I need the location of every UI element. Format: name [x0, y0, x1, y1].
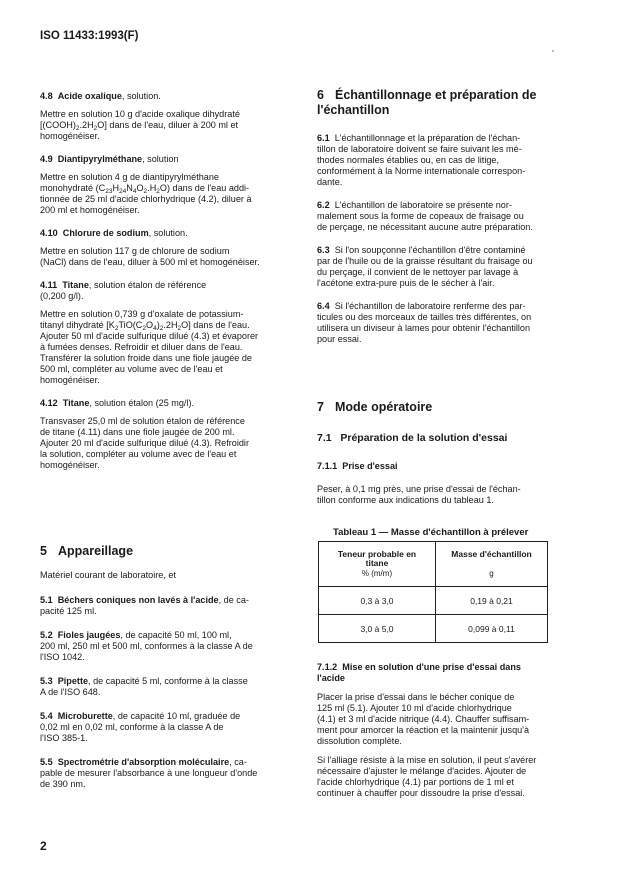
table-caption: Tableau 1 — Masse d'échantillon à prélever: [333, 527, 529, 538]
right-column: [317, 133, 569, 345]
table-cell: 0,099 à 0,11: [436, 615, 548, 643]
table-cell: 0,19 à 0,21: [436, 587, 548, 615]
section-7-1-2: [317, 662, 569, 799]
section-4-9-heading: 4.9 Diantipyrylméthane, solution: [40, 154, 179, 164]
section-7-1-heading: 7.1 Préparation de la solution d'essai: [317, 432, 508, 444]
section-4-8-body: Mettre en solution 10 g d'acide oxalique dihydraté $[(COOH)_2.2H_2O]$ dans de l'eau, diluer à 200 ml et homogénéiser.: [40, 109, 240, 141]
table-header-mass: Masse d'échantillon g: [436, 542, 548, 587]
section-4-8-heading: 4.8 Acide oxalique, solution.: [40, 91, 161, 101]
section-6-heading: 6 Échantillonnage et préparation de l'échantillon: [317, 88, 537, 117]
left-column-lower: [40, 570, 290, 790]
section-5-1: 5.1 Béchers coniques non lavés à l'acide, de ca- pacité 125 ml.: [40, 595, 249, 616]
section-4-11-body: Mettre en solution 0,739 g d'oxalate de potassium- titanyl dihydraté $[K_2TiO(C_2O_4)_2.2H_2O]$ dans de l'eau. Ajouter 50 ml d'acide sulfurique dilué (4.3) et évaporer à fumées denses. Refroidir et diluer dans de l'eau. Transférer la solution froide dans une fiole jaugée de 500 ml, compléter au volume avec de l'eau et homogénéiser.: [40, 309, 259, 385]
section-7-1-1: [317, 461, 569, 506]
section-6-2: 6.2 L'échantillon de laboratoire se présente nor- malement sous la forme de copeaux de fraisage ou de perçage, ne nécessitant aucune autre préparation.: [317, 200, 533, 232]
section-7-1-1-body: Peser, à 0,1 mg près, une prise d'essai de l'échan- tillon conforme aux indications du tableau 1.: [317, 484, 521, 505]
table-header-content: Teneur probable en titane % (m/m): [319, 542, 436, 587]
section-4-12-heading: 4.12 Titane, solution étalon (25 mg/l).: [40, 398, 195, 408]
section-7-1-2-body-2: Si l'alliage résiste à la mise en solution, il peut s'avérer nécessaire d'ajuster le mélange d'acides. Ajouter de l'acide chlorhydrique (4.1) par portions de 1 ml et continuer à chauffer pour dissoudre la prise d'essai.: [317, 755, 537, 798]
sample-mass-table: [318, 541, 548, 643]
section-7-1-2-heading: 7.1.2 Mise en solution d'une prise d'essai dans l'acide: [317, 662, 521, 683]
table-row: [319, 587, 548, 615]
scan-speck: [552, 50, 554, 52]
section-4-11-heading: 4.11 Titane, solution étalon de référence (0,200 g/l).: [40, 280, 207, 301]
table-row: [319, 615, 548, 643]
section-4-12-body: Transvaser 25,0 ml de solution étalon de référence de titane (4.11) dans une fiole jaugée de 200 ml. Ajouter 20 ml d'acide sulfurique dilué (4.3). Refroidir la solution, compléter au volume avec de l'eau et homogénéiser.: [40, 416, 249, 470]
table-header-row: [319, 542, 548, 587]
section-4-9-body: Mettre en solution 4 g de diantipyrylméthane monohydraté $(C_{23}H_{24}N_4O_2.H_2O)$ dans de l'eau addi- tionnée de 25 ml d'acide chlorhydrique (4.2), diluer à 200 ml et homogénéiser.: [40, 172, 252, 215]
section-5-2: 5.2 Fioles jaugées, de capacité 50 ml, 100 ml, 200 ml, 250 ml et 500 ml, conformes à la classe A de l'ISO 1042.: [40, 630, 253, 662]
section-7-heading: 7 Mode opératoire: [317, 400, 433, 414]
section-5-4: 5.4 Microburette, de capacité 10 ml, graduée de 0,02 ml en 0,02 ml, conforme à la classe A de l'ISO 385-1.: [40, 711, 241, 743]
section-4-10-body: Mettre en solution 117 g de chlorure de sodium (NaCl) dans de l'eau, diluer à 500 ml et homogénéiser.: [40, 246, 260, 267]
section-6-3: 6.3 Si l'on soupçonne l'échantillon d'être contaminé par de l'huile ou de la graisse résultant du fraisage ou du perçage, il convient de le nettoyer par lavage à l'acétone extra-pure puis de le sécher à l'air.: [317, 245, 533, 288]
document-header: ISO 11433:1993(F): [40, 30, 139, 42]
section-5-heading: 5 Appareillage: [40, 544, 134, 558]
table-cell: 3,0 à 5,0: [319, 615, 436, 643]
section-6-4: 6.4 Si l'échantillon de laboratoire renferme des par- ticules ou des morceaux de tailles très différentes, on utilisera un diviseur à lames pour obtenir l'échantillon pour essai.: [317, 301, 532, 344]
section-5-5: 5.5 Spectrométrie d'absorption moléculaire, ca- pable de mesurer l'absorbance à une longueur d'onde de 390 nm.: [40, 757, 258, 789]
table-cell: 0,3 à 3,0: [319, 587, 436, 615]
section-4-10-heading: 4.10 Chlorure de sodium, solution.: [40, 228, 188, 238]
section-5-intro: Matériel courant de laboratoire, et: [40, 570, 176, 580]
section-6-1: 6.1 L'échantillonnage et la préparation de l'échan- tillon de laboratoire doivent se faire suivant les mé- thodes normales établies ou, en cas de litige, conformément à la Norme internationale correspon- dante.: [317, 133, 526, 187]
section-5-3: 5.3 Pipette, de capacité 5 ml, conforme à la classe A de l'ISO 648.: [40, 676, 248, 697]
section-7-1-2-body: Placer la prise d'essai dans le bécher conique de 125 ml (5.1). Ajouter 10 ml d'acide chlorhydrique (4.1) et 3 ml d'acide nitrique (4.4). Chauffer suffisam- ment pour amorcer la réaction et la maintenir jusqu'à dissolution complète.: [317, 692, 530, 746]
page-number: 2: [40, 839, 47, 853]
left-column: [40, 91, 290, 471]
section-7-1-1-heading: 7.1.1 Prise d'essai: [317, 461, 398, 471]
